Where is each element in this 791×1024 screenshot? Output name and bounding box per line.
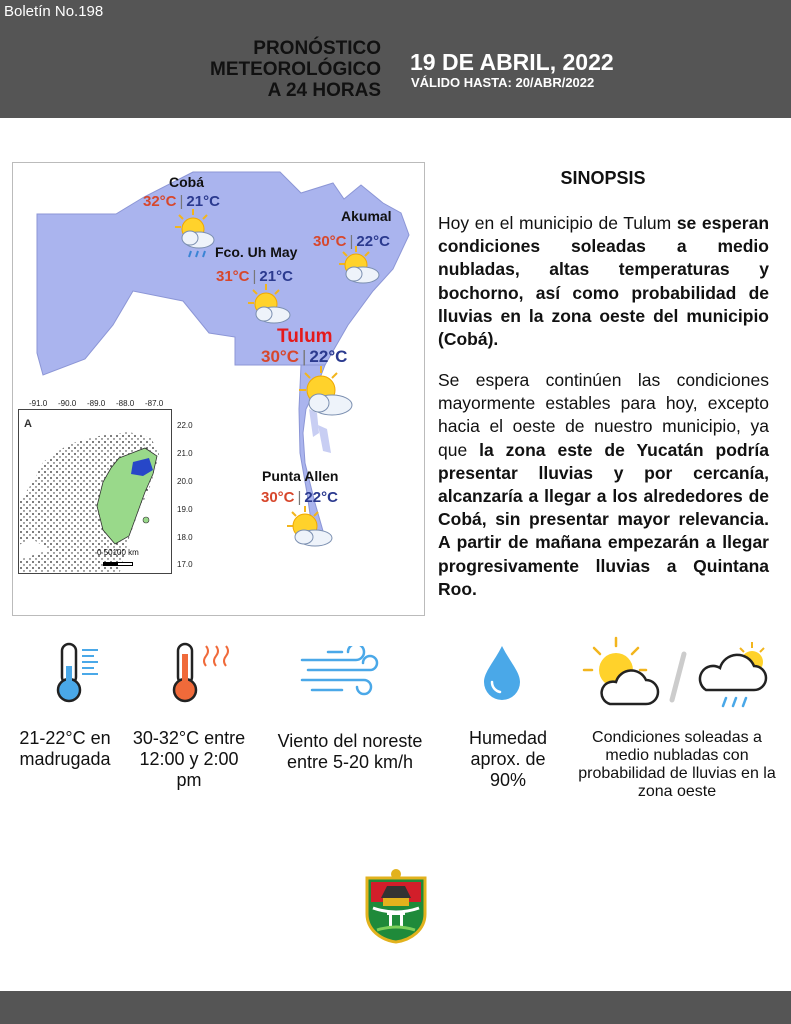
synopsis-title: SINOPSIS bbox=[560, 168, 646, 188]
temps-tulum: 30°C | 22°C bbox=[261, 347, 348, 366]
sun-cloud-rain-icon bbox=[171, 207, 217, 263]
lat-label: 18.0 bbox=[177, 533, 193, 542]
forecast-date: 19 DE ABRIL, 2022 bbox=[410, 49, 614, 75]
synopsis-paragraph-1: Hoy en el municipio de Tulum se esperan condiciones soleadas a medio nubladas, altas temperaturas y bochorno, así como probabilidad de lluvias en la zona oeste del municipio (Cobá). bbox=[438, 213, 770, 350]
caption-humidity: Humedad aprox. de 90% bbox=[468, 728, 548, 790]
lon-label: -87.0 bbox=[145, 399, 164, 408]
sun-cloud-icon bbox=[298, 365, 354, 417]
footer-bar bbox=[0, 991, 791, 1024]
lat-label: 21.0 bbox=[177, 449, 193, 458]
city-label-akumal: Akumal bbox=[341, 208, 392, 224]
temps-fco-uh-may: 31°C | 21°C bbox=[216, 268, 293, 285]
yucatan-peninsula-shape bbox=[19, 410, 172, 574]
temps-punta-allen: 30°C | 22°C bbox=[261, 489, 338, 506]
temps-coba: 32°C | 21°C bbox=[143, 193, 220, 210]
lat-label: 20.0 bbox=[177, 477, 193, 486]
partly-cloudy-rain-icon bbox=[580, 636, 775, 716]
caption-min-temp: 21-22°C en madrugada bbox=[19, 728, 111, 769]
sun-cloud-icon bbox=[286, 505, 334, 549]
scale-label: 0 50100 km bbox=[97, 548, 139, 557]
bulletin-number: Boletín No.198 bbox=[4, 3, 104, 20]
lon-label: -90.0 bbox=[58, 399, 77, 408]
cold-thermometer-icon bbox=[50, 640, 106, 704]
lon-label: -88.0 bbox=[116, 399, 135, 408]
hot-thermometer-icon bbox=[168, 640, 236, 704]
lon-label: -89.0 bbox=[87, 399, 106, 408]
wind-icon bbox=[298, 646, 382, 700]
city-label-punta-allen: Punta Allen bbox=[262, 468, 339, 484]
city-label-coba: Cobá bbox=[169, 174, 204, 190]
sun-cloud-icon bbox=[247, 283, 293, 325]
temps-akumal: 30°C | 22°C bbox=[313, 233, 390, 250]
lat-label: 19.0 bbox=[177, 505, 193, 514]
header-bar bbox=[0, 0, 791, 118]
synopsis-paragraph-2: Se espera continúen las condiciones mayormente estables para hoy, excepto hacia el oeste de nuestro municipio, ya que la zona este de Yucatán podría presentar lluvias y por cercanía, alcanzaría a llegar a los alrededores de Cobá, sin presentar mayor relevancia. A partir de mañana empezarán a llegar progresivamente lluvias a Quintana Roo. bbox=[438, 370, 769, 599]
lon-label: -91.0 bbox=[29, 399, 48, 408]
scale-bar bbox=[103, 562, 133, 566]
caption-max-temp: 30-32°C entre 12:00 y 2:00 pm bbox=[132, 728, 246, 790]
lat-label: 22.0 bbox=[177, 421, 193, 430]
forecast-title: PRONÓSTICO METEOROLÓGICO A 24 HORAS bbox=[210, 38, 381, 101]
municipal-coat-of-arms-icon bbox=[363, 868, 429, 944]
city-label-tulum: Tulum bbox=[277, 326, 333, 347]
tulum-map bbox=[12, 162, 425, 616]
north-arrow-icon: A bbox=[24, 418, 32, 430]
city-label-fco-uh-may: Fco. Uh May bbox=[215, 244, 298, 260]
humidity-drop-icon bbox=[480, 644, 524, 702]
lat-label: 17.0 bbox=[177, 560, 193, 569]
caption-conditions: Condiciones soleadas a medio nubladas con probabilidad de lluvias en la zona oeste bbox=[578, 729, 776, 800]
sun-cloud-icon bbox=[338, 245, 382, 285]
caption-wind: Viento del noreste entre 5-20 km/h bbox=[277, 731, 423, 772]
location-inset-map bbox=[18, 409, 172, 574]
valid-until: VÁLIDO HASTA: 20/ABR/2022 bbox=[411, 75, 595, 90]
